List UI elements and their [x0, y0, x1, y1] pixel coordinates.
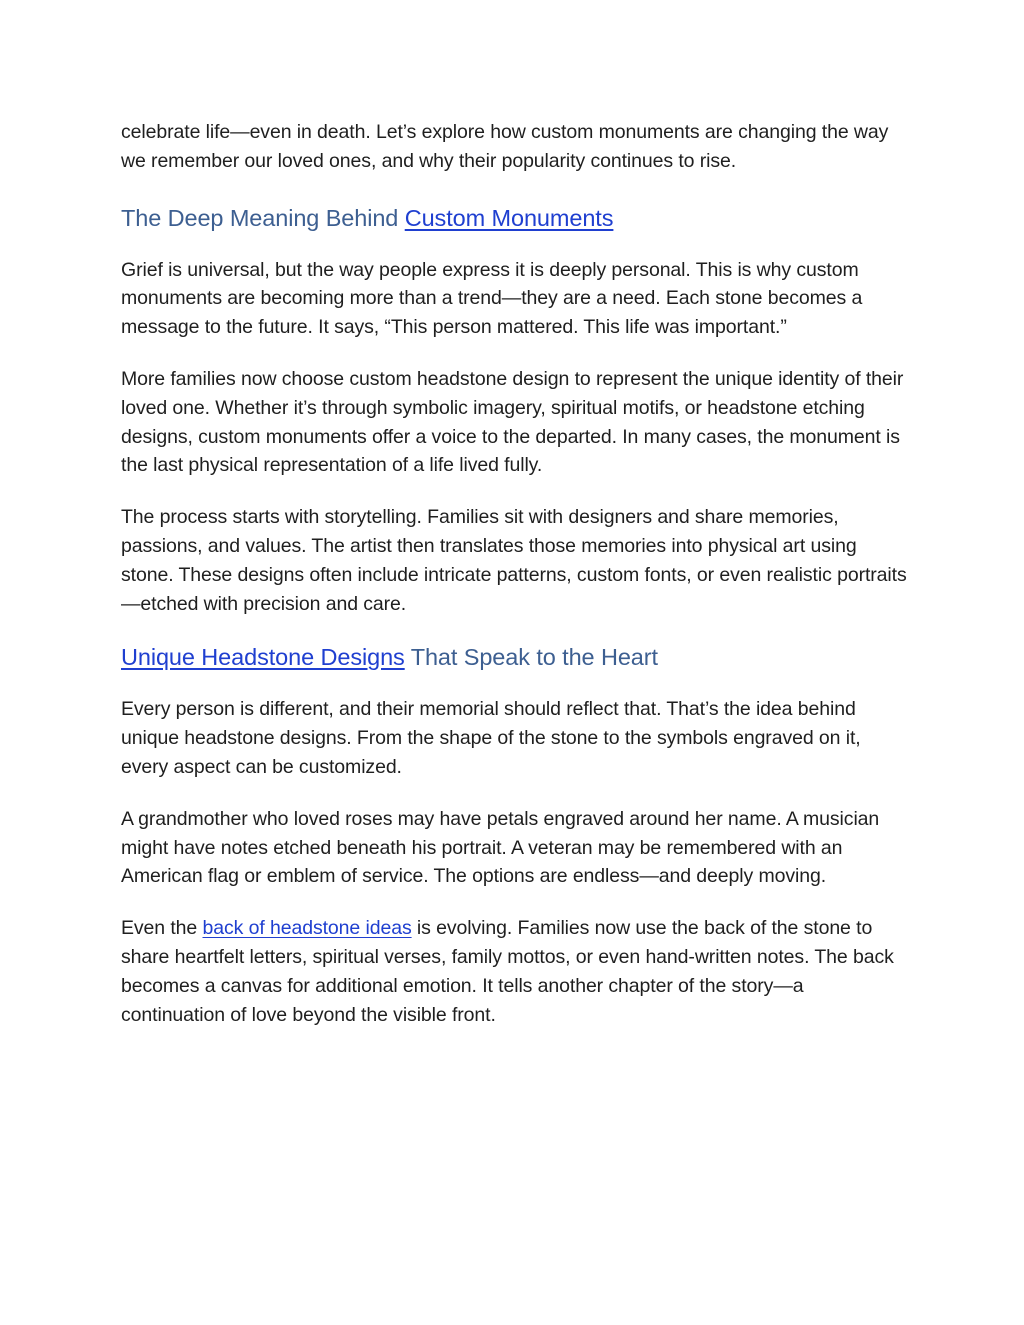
paragraph-families: More families now choose custom headstone design to represent the unique identity of their loved one. Whether it’s through symbolic imagery, spiritual motifs, or headstone etching designs, custom monuments offer a voice to the departed. In many cases, the monument is the last physical representation of a life lived fully. [121, 367, 904, 477]
document-page [121, 118, 911, 1029]
heading-text: The Deep Meaning Behind [121, 204, 405, 231]
heading-text: That Speak to the Heart [404, 644, 658, 671]
paragraph-every-person: Every person is different, and their memorial should reflect that. That’s the idea behind unique headstone designs. From the shape of the stone to the symbols engraved on it, every aspect can be customized. [121, 698, 861, 778]
paragraph-process: The process starts with storytelling. Families sit with designers and share memories, passions, and values. The artist then translates those memories into physical art using stone. These designs often include intricate patterns, custom fonts, or even realistic portraits—etched with precision and care. [121, 506, 907, 615]
section-heading-unique-designs [121, 641, 911, 673]
paragraph-grandmother: A grandmother who loved roses may have petals engraved around her name. A musician might have notes etched beneath his portrait. A veteran may be remembered with an American flag or emblem of service. The options are endless—and deeply moving. [121, 807, 880, 888]
paragraph-grief: Grief is universal, but the way people express it is deeply personal. This is why custom monuments are becoming more than a trend—they are a need. Each stone becomes a message to the future. It says, “This person mattered. This life was important.” [121, 258, 863, 339]
back-of-headstone-ideas-link[interactable]: back of headstone ideas [202, 917, 412, 940]
paragraph-back-of-headstone [121, 914, 911, 1029]
unique-headstone-designs-link[interactable]: Unique Headstone Designs [121, 644, 405, 671]
paragraph-text: Even the [121, 917, 203, 940]
custom-monuments-link[interactable]: Custom Monuments [404, 204, 614, 231]
intro-paragraph: celebrate life—even in death. Let’s explore how custom monuments are changing the way we remember our loved ones, and why their popularity continues to rise. [121, 121, 889, 172]
section-heading-custom-monuments [121, 202, 911, 234]
paragraph-text: is evolving. Families now use the back of the stone to share heartfelt letters, spiritual verses, family mottos, or even hand-written notes. The back becomes a canvas for additional emotion. It tells another chapter of the story—a continuation of love beyond the visible front. [121, 917, 894, 1026]
